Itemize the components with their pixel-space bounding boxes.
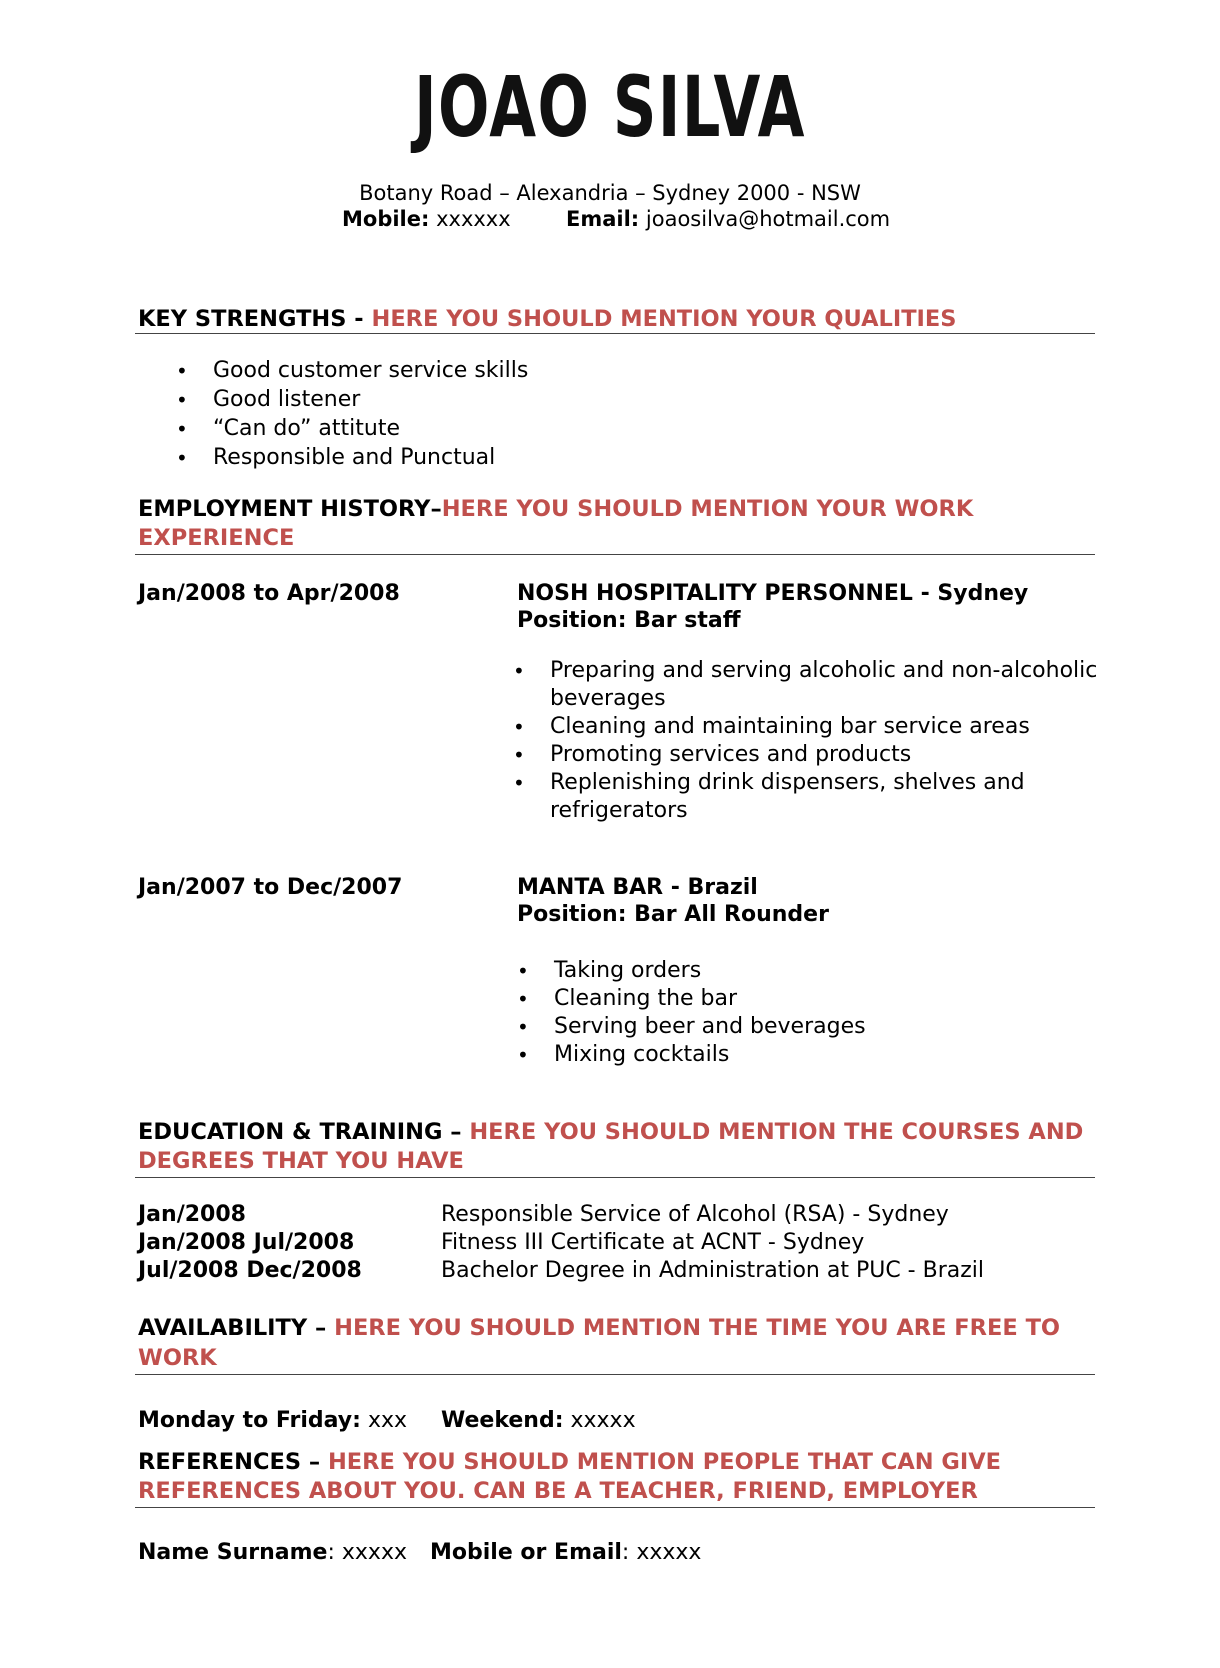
mobile-value: xxxxxx <box>436 207 511 231</box>
employment-title: EMPLOYMENT HISTORY– <box>138 496 442 522</box>
key-strengths-heading <box>138 305 956 334</box>
mobile-line <box>342 206 511 232</box>
job-dates: Jan/2007 to Dec/2007 <box>138 875 403 900</box>
reference-name-label: Name Surname <box>138 1540 328 1565</box>
references-title: REFERENCES – <box>138 1449 328 1475</box>
weekday-availability <box>138 1407 407 1434</box>
reference-contact-label: Mobile or Email <box>430 1540 622 1565</box>
job-position: Position: Bar All Rounder <box>517 902 829 927</box>
mobile-label: Mobile: <box>342 207 430 231</box>
weekday-label: Monday to Friday: <box>138 1408 361 1433</box>
section-divider <box>135 1507 1095 1508</box>
applicant-name: JOAO SILVA <box>414 58 806 156</box>
employment-heading <box>138 495 973 524</box>
section-divider <box>135 333 1095 334</box>
reference-contact-value: : xxxxx <box>621 1540 702 1565</box>
availability-title: AVAILABILITY – <box>138 1315 335 1341</box>
address-line: Botany Road – Alexandria – Sydney 2000 - NSW <box>359 181 861 205</box>
section-divider <box>135 1177 1095 1178</box>
weekday-value: xxx <box>367 1408 408 1433</box>
references-hint: HERE YOU SHOULD MENTION PEOPLE THAT CAN GIVE <box>327 1449 1002 1475</box>
weekend-label: Weekend: <box>441 1408 564 1433</box>
education-title: EDUCATION & TRAINING – <box>138 1119 470 1145</box>
education-dates: Jan/2008 Jul/2008 <box>138 1230 355 1255</box>
job-position: Position: Bar staff <box>517 608 741 633</box>
education-detail: Responsible Service of Alcohol (RSA) - Sydney <box>441 1202 949 1227</box>
job-company: NOSH HOSPITALITY PERSONNEL - Sydney <box>517 581 1029 606</box>
education-detail: Fitness III Certificate at ACNT - Sydney <box>441 1230 865 1255</box>
reference-name <box>138 1539 407 1566</box>
key-strengths-hint: HERE YOU SHOULD MENTION YOUR QUALITIES <box>371 306 957 332</box>
education-heading <box>138 1118 1083 1147</box>
key-strengths-title: KEY STRENGTHS - <box>138 306 372 332</box>
job-dates: Jan/2008 to Apr/2008 <box>138 581 400 606</box>
availability-hint-cont: WORK <box>138 1345 217 1371</box>
education-hint-cont: DEGREES THAT YOU HAVE <box>138 1148 464 1174</box>
email-value: joaosilva@hotmail.com <box>645 207 891 231</box>
employment-hint-cont: EXPERIENCE <box>138 525 295 551</box>
weekend-availability <box>441 1407 636 1434</box>
email-label: Email: <box>566 207 640 231</box>
education-dates: Jul/2008 Dec/2008 <box>138 1258 362 1283</box>
references-hint-cont: REFERENCES ABOUT YOU. CAN BE A TEACHER, FRIEND, EMPLOYER <box>138 1478 978 1504</box>
education-dates: Jan/2008 <box>138 1202 246 1227</box>
references-heading <box>138 1448 1001 1477</box>
weekend-value: xxxxx <box>570 1408 636 1433</box>
email-line <box>566 206 890 232</box>
education-hint: HERE YOU SHOULD MENTION THE COURSES AND <box>469 1119 1084 1145</box>
education-detail: Bachelor Degree in Administration at PUC - Brazil <box>441 1258 984 1283</box>
employment-hint: HERE YOU SHOULD MENTION YOUR WORK <box>441 496 974 522</box>
section-divider <box>135 554 1095 555</box>
reference-name-value: : xxxxx <box>327 1540 407 1565</box>
reference-contact <box>430 1539 701 1566</box>
job-company: MANTA BAR - Brazil <box>517 875 758 900</box>
section-divider <box>135 1374 1095 1375</box>
availability-heading <box>138 1314 1060 1343</box>
availability-hint: HERE YOU SHOULD MENTION THE TIME YOU ARE FREE TO <box>334 1315 1061 1341</box>
